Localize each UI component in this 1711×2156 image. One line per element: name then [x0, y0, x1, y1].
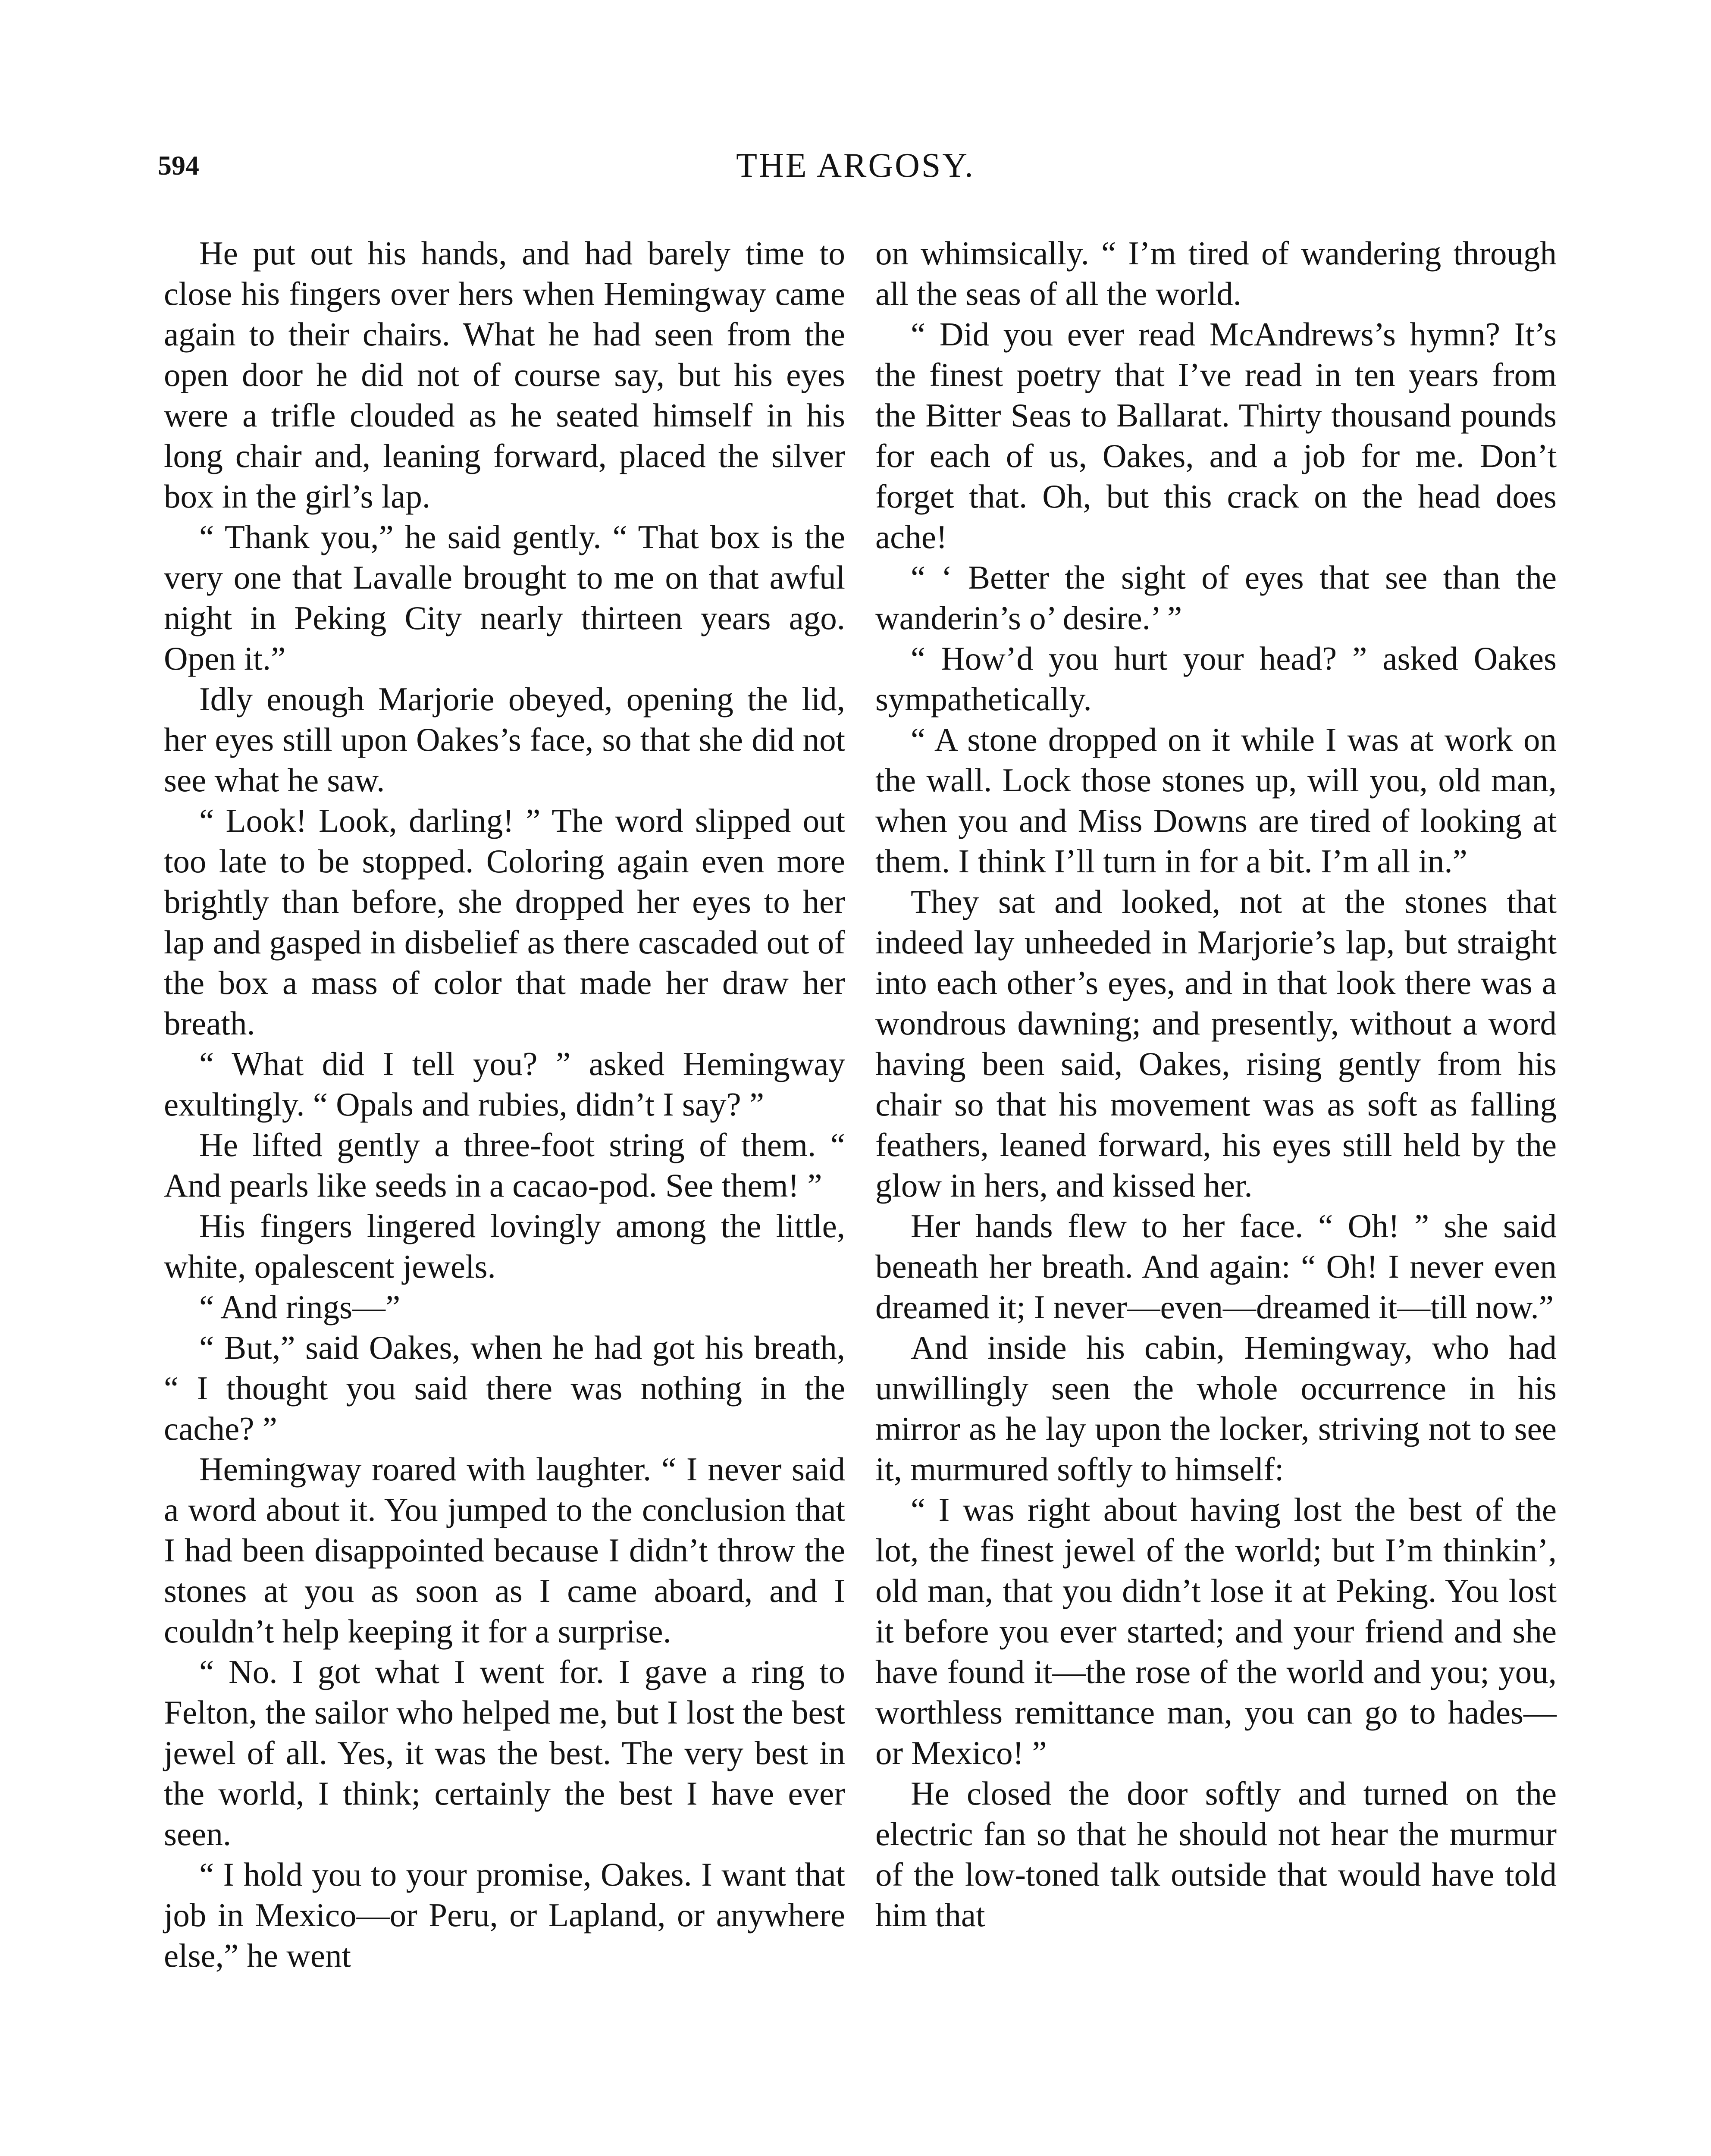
paragraph: He closed the door softly and turned on the electric fan so that he should not hear the murmur of the low-toned talk outside that would have told him that [875, 1775, 1557, 1934]
paragraph: “ Thank you,” he said gently. “ That box is the very one that Lavalle brought to me on that awful night in Peking City nearly thirteen years ago. Open it.” [164, 518, 845, 677]
paragraph: “ What did I tell you? ” asked Hemingway exultingly. “ Opals and rubies, didn’t I say? ” [164, 1045, 845, 1123]
paragraph: “ But,” said Oakes, when he had got his breath, “ I thought you said there was nothing in the cache? ” [164, 1329, 845, 1447]
paragraph: “ I was right about having lost the best of the lot, the finest jewel of the world; but I’m thinkin’, old man, that you didn’t lose it at Peking. You lost it before you ever started; and your friend and she have found it—the rose of the world and you; you, worthless remittance man, you can go to hades—or Mexico! ” [875, 1491, 1557, 1771]
paragraph: He lifted gently a three-foot string of them. “ And pearls like seeds in a cacao-pod. See them! ” [164, 1126, 845, 1204]
paragraph: “ I hold you to your promise, Oakes. I want that job in Mexico—or Peru, or Lapland, or anywhere else,” he went [164, 1856, 845, 1974]
paragraph: “ ‘ Better the sight of eyes that see than the wanderin’s o’ desire.’ ” [875, 559, 1557, 636]
paragraph: Her hands flew to her face. “ Oh! ” she said beneath her breath. And again: “ Oh! I never even dreamed it; I never—even—dreamed it—till now.” [875, 1207, 1557, 1326]
paragraph: “ No. I got what I went for. I gave a ring to Felton, the sailor who helped me, but I lost the best jewel of all. Yes, it was the best. The very best in the world, I think; certainly the best I have ever seen. [164, 1653, 845, 1852]
paragraph: His fingers lingered lovingly among the little, white, opalescent jewels. [164, 1207, 845, 1285]
paragraph: “ A stone dropped on it while I was at work on the wall. Lock those stones up, will you, old man, when you and Miss Downs are tired of looking at them. I think I’ll turn in for a bit. I’m all in.” [875, 721, 1557, 880]
paragraph: “ How’d you hurt your head? ” asked Oakes sympathetically. [875, 640, 1557, 718]
paragraph: And inside his cabin, Hemingway, who had unwillingly seen the whole occurrence in his mirror as he lay upon the locker, striving not to see it, murmured softly to himself: [875, 1329, 1557, 1488]
page-number: 594 [158, 150, 199, 181]
paragraph-continuation: on whimsically. “ I’m tired of wandering through all the seas of all the world. [875, 235, 1557, 312]
paragraph: Idly enough Marjorie obeyed, opening the lid, her eyes still upon Oakes’s face, so that she did not see what he saw. [164, 680, 845, 799]
paragraph: “ And rings—” [199, 1288, 401, 1326]
paragraph: He put out his hands, and had barely time to close his fingers over hers when Hemingway came again to their chairs. What he had seen from the open door he did not of course say, but his eyes were a trifle clouded as he seated himself in his long chair and, leaning forward, placed the silver box in the girl’s lap. [164, 235, 845, 515]
paragraph: “ Did you ever read McAndrews’s hymn? It’s the finest poetry that I’ve read in ten years from the Bitter Seas to Ballarat. Thirty thousand pounds for each of us, Oakes, and a job for me. Don’t forget that. Oh, but this crack on the head does ache! [875, 316, 1557, 555]
left-column [164, 233, 845, 1976]
paragraph: “ Look! Look, darling! ” The word slipped out too late to be stopped. Coloring again even more brightly than before, she dropped her eyes to her lap and gasped in disbelief as there cascaded out of the box a mass of color that made her draw her breath. [164, 802, 845, 1042]
paragraph: Hemingway roared with laughter. “ I never said a word about it. You jumped to the conclusion that I had been disappointed because I didn’t throw the stones at you as soon as I came aboard, and I couldn’t help keeping it for a surprise. [164, 1451, 845, 1650]
paragraph: They sat and looked, not at the stones that indeed lay unheeded in Marjorie’s lap, but straight into each other’s eyes, and in that look there was a wondrous dawning; and presently, without a word having been said, Oakes, rising gently from his chair so that his movement was as soft as falling feathers, leaned forward, his eyes still held by the glow in hers, and kissed her. [875, 883, 1557, 1204]
running-title: THE ARGOSY. [736, 147, 975, 185]
right-column [875, 233, 1557, 1935]
